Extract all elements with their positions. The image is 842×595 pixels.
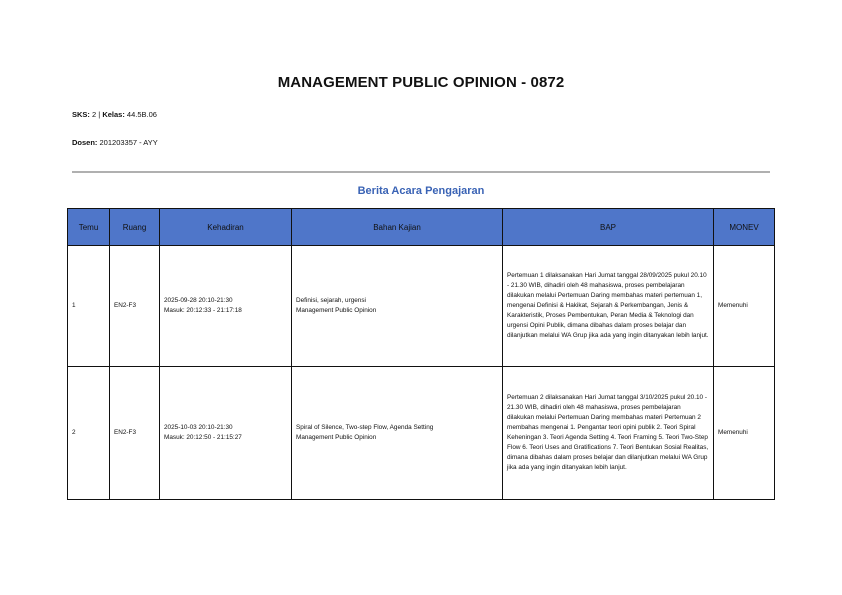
kelas-value: 44.5B.06 [126, 110, 157, 119]
bahan-topic: Spiral of Silence, Two-step Flow, Agenda Setting [296, 424, 434, 432]
cell-bap: Pertemuan 1 dilaksanakan Hari Jumat tanggal 28/09/2025 pukul 20.10 - 21.30 WIB, dihadiri oleh 48 mahasiswa, proses pembelajaran dilakukan melalui Pertemuan Daring membahas materi pertemuan 1, mengenai Definisi & Hakikat, Sejarah & Perkembangan, Jenis & Karakteristik, Proses Pembentukan, Peran Media & Teknologi dan urgensi Opini Publik, dimana dibahas dalam proses belajar dan dilanjutkan melalui WA Grup jika ada yang ingin ditanyakan lebih lanjut. [503, 246, 714, 367]
course-info [72, 110, 157, 119]
cell-temu: 2 [68, 367, 110, 500]
col-header-monev: MONEV [714, 209, 775, 246]
table-header-row [68, 209, 775, 246]
cell-bahan-kajian [292, 246, 503, 367]
cell-monev: Memenuhi [714, 367, 775, 500]
cell-monev: Memenuhi [714, 246, 775, 367]
col-header-temu: Temu [68, 209, 110, 246]
kehadiran-checkin: Masuk: 20:12:50 - 21:15:27 [164, 434, 242, 441]
cell-kehadiran [160, 246, 292, 367]
table-row [68, 246, 775, 367]
bahan-course: Management Public Opinion [296, 434, 377, 441]
cell-bap: Pertemuan 2 dilaksanakan Hari Jumat tanggal 3/10/2025 pukul 20.10 - 21.30 WIB, dihadiri oleh 48 mahasiswa, proses pembelajaran dilakukan melalui Pertemuan Daring membahas materi Pertemuan 2 membahas mengenai 1. Pengantar teori opini publik 2. Teori Spiral Keheningan 3. Teori Agenda Setting 4. Teori Framing 5. Teori Two-Step Flow 6. Teori Uses and Gratifications 7. Teori Bentukan Sosial Realitas, dimana dibahas dalam proses belajar dan dilanjutkan melalui WA Grup jika ada yang ingin ditanyakan lebih lanjut. [503, 367, 714, 500]
sks-value: 2 | [92, 110, 103, 119]
col-header-ruang: Ruang [110, 209, 160, 246]
cell-ruang: EN2-F3 [110, 246, 160, 367]
kehadiran-checkin: Masuk: 20:12:33 - 21:17:18 [164, 307, 242, 314]
lecturer-info [72, 138, 158, 147]
cell-ruang: EN2-F3 [110, 367, 160, 500]
dosen-label: Dosen: [72, 138, 98, 147]
section-title: Berita Acara Pengajaran [357, 185, 485, 197]
kelas-label: Kelas: [102, 110, 125, 119]
col-header-bap: BAP [503, 209, 714, 246]
bap-table [67, 208, 775, 500]
sks-label: SKS: [72, 110, 90, 119]
horizontal-divider [72, 171, 770, 173]
cell-bahan-kajian [292, 367, 503, 500]
dosen-value: 201203357 - AYY [99, 138, 158, 147]
page-title: MANAGEMENT PUBLIC OPINION - 0872 [277, 74, 565, 91]
cell-temu: 1 [68, 246, 110, 367]
col-header-kehadiran: Kehadiran [160, 209, 292, 246]
col-header-bahan-kajian: Bahan Kajian [292, 209, 503, 246]
kehadiran-schedule: 2025-09-28 20:10-21:30 [164, 297, 233, 305]
table-row [68, 367, 775, 500]
cell-kehadiran [160, 367, 292, 500]
bahan-course: Management Public Opinion [296, 307, 377, 314]
kehadiran-schedule: 2025-10-03 20:10-21:30 [164, 424, 233, 432]
bahan-topic: Definisi, sejarah, urgensi [296, 297, 366, 305]
